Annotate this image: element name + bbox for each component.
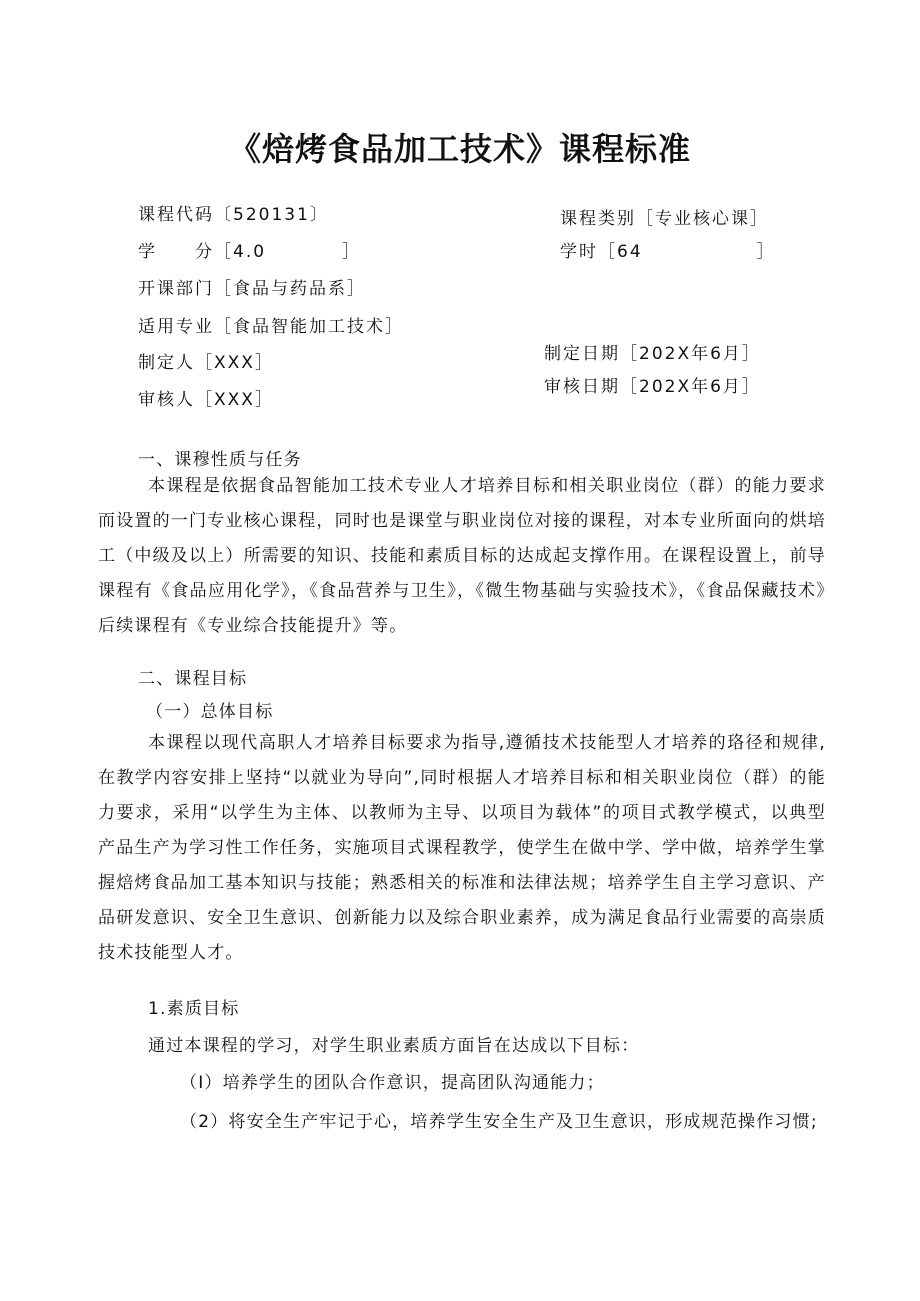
section2-heading: 二、课程目标 xyxy=(138,669,248,689)
document-title: 《焙烤食品加工技术》课程标准 xyxy=(228,130,691,168)
overall-goal-paragraph: 本课程以现代高职人才培养目标要求为指导,遵循技术技能型人才培养的珞径和规律,在教学内容安排上坚持“以就业为导向”,同时根据人才培养目标和相关职业岗位（群）的能力要求，采用“以学生为主体、以教师为主导、以项目为载体”的项目式教学模式，以典型产品生产为学习性工作任务，实施项目式课程教学，使学生在做中学、学中做，培养学生掌握焙烤食品加工基本知识与技能；熟悉相关的标准和法律法规；培养学生自主学习意识、产品研发意识、安全卫生意识、创新能力以及综合职业素养，成为满足食品行业需要的高崇质技术技能型人才。 xyxy=(98,733,826,963)
author: 制定人［XXX］ xyxy=(138,353,274,373)
applicable-major: 适用专业［食品智能加工技术］ xyxy=(138,317,404,337)
course-department: 开课部门［食品与药品系］ xyxy=(138,279,366,299)
quality-goal-item: （I）培养学生的团队合作意识，提高团队沟通能力； xyxy=(180,1073,605,1093)
reviewer: 审核人［XXX］ xyxy=(138,390,274,410)
course-credit: 学 分［4.0 ］ xyxy=(138,242,362,262)
course-hours: 学时［64 ］ xyxy=(560,242,776,262)
review-date: 审核日期［202X年6月］ xyxy=(544,377,761,397)
made-date: 制定日期［202X年6月］ xyxy=(544,344,761,364)
course-code: 课程代码〔520131〕 xyxy=(138,205,329,225)
section1-paragraph: 本课程是依据食品智能加工技术专业人才培养目标和相关职业岗位（群）的能力要求而设置的一门专业核心课程，同时也是课堂与职业岗位对接的课程，对本专业所面向的烘培工（中级及以上）所需要的知识、技能和素质目标的达成起支撑作用。在课程设置上，前导课程有《食品应用化学》，《食品营养与卫生》，《微生物基础与实验技术》，《食品保藏技术》后续课程有《专业综合技能提升》等。 xyxy=(98,476,826,636)
quality-goal-heading: 1.素质目标 xyxy=(148,999,240,1019)
course-type: 课程类别［专业核心课］ xyxy=(560,209,769,229)
overall-goal-heading: （一）总体目标 xyxy=(146,702,274,722)
quality-goal-item: （2）将安全生产牢记于心，培养学生安全生产及卫生意识，形成规范操作习惯; xyxy=(180,1112,818,1132)
quality-goal-intro: 通过本课程的学习，对学生职业素质方面旨在达成以下目标： xyxy=(148,1036,640,1056)
section1-heading: 一、课穆性质与任务 xyxy=(138,450,302,470)
